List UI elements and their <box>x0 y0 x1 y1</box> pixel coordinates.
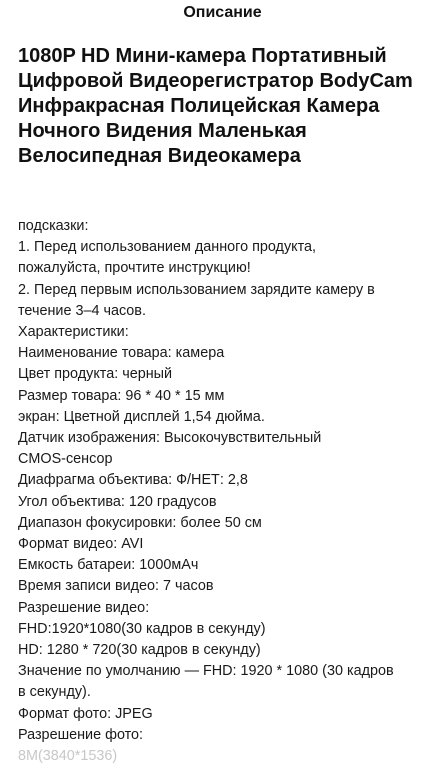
description-line: Размер товара: 96 * 40 * 15 мм <box>18 387 225 404</box>
description-line: Цвет продукта: черный <box>18 366 173 383</box>
description-line: Характеристики: <box>18 324 129 341</box>
description-line: Значение по умолчанию — FHD: 1920 * 1080 (30 кадров <box>18 663 394 680</box>
description-line: Диафрагма объектива: Ф/НЕТ: 2,8 <box>18 472 248 489</box>
description-line: Формат фото: JPEG <box>18 705 153 722</box>
page-title: Описание <box>183 4 262 21</box>
product-title: 1080P HD Мини-камера Портативный Цифровой Видеорегистратор BodyCam Инфракрасная Полицейская Камера Ночного Видения Маленькая Велосипедная Видеокамера <box>18 45 413 167</box>
description-line: 2. Перед первым использованием зарядите камеру в <box>18 281 375 298</box>
description-line: течение 3–4 часов. <box>18 302 146 319</box>
description-line: подсказки: <box>18 218 89 234</box>
description-line: FHD:1920*1080(30 кадров в секунду) <box>18 620 266 637</box>
description-line: Емкость батареи: 1000мАч <box>18 557 199 574</box>
description-line: Датчик изображения: Высокочувствительный <box>18 430 322 447</box>
description-line: 1. Перед использованием данного продукта, <box>18 239 317 256</box>
description-text <box>18 216 433 767</box>
description-line: в секунду). <box>18 684 91 701</box>
description-line-faded: 8M(3840*1536) <box>18 748 118 765</box>
description-line: Время записи видео: 7 часов <box>18 578 214 595</box>
description-line: Разрешение фото: <box>18 726 144 743</box>
page-header <box>0 0 445 30</box>
description-line: Разрешение видео: <box>18 599 150 616</box>
description-line: экран: Цветной дисплей 1,54 дюйма. <box>18 408 265 425</box>
description-line: Угол объектива: 120 градусов <box>18 493 217 510</box>
description-line: пожалуйста, прочтите инструкцию! <box>18 260 251 277</box>
description-line: Диапазон фокусировки: более 50 см <box>18 514 262 531</box>
description-line: HD: 1280 * 720(30 кадров в секунду) <box>18 642 261 659</box>
description-line: Наименование товара: камера <box>18 345 225 362</box>
description-line: CMOS-сенсор <box>18 451 113 468</box>
description-line: Формат видео: AVI <box>18 536 144 553</box>
